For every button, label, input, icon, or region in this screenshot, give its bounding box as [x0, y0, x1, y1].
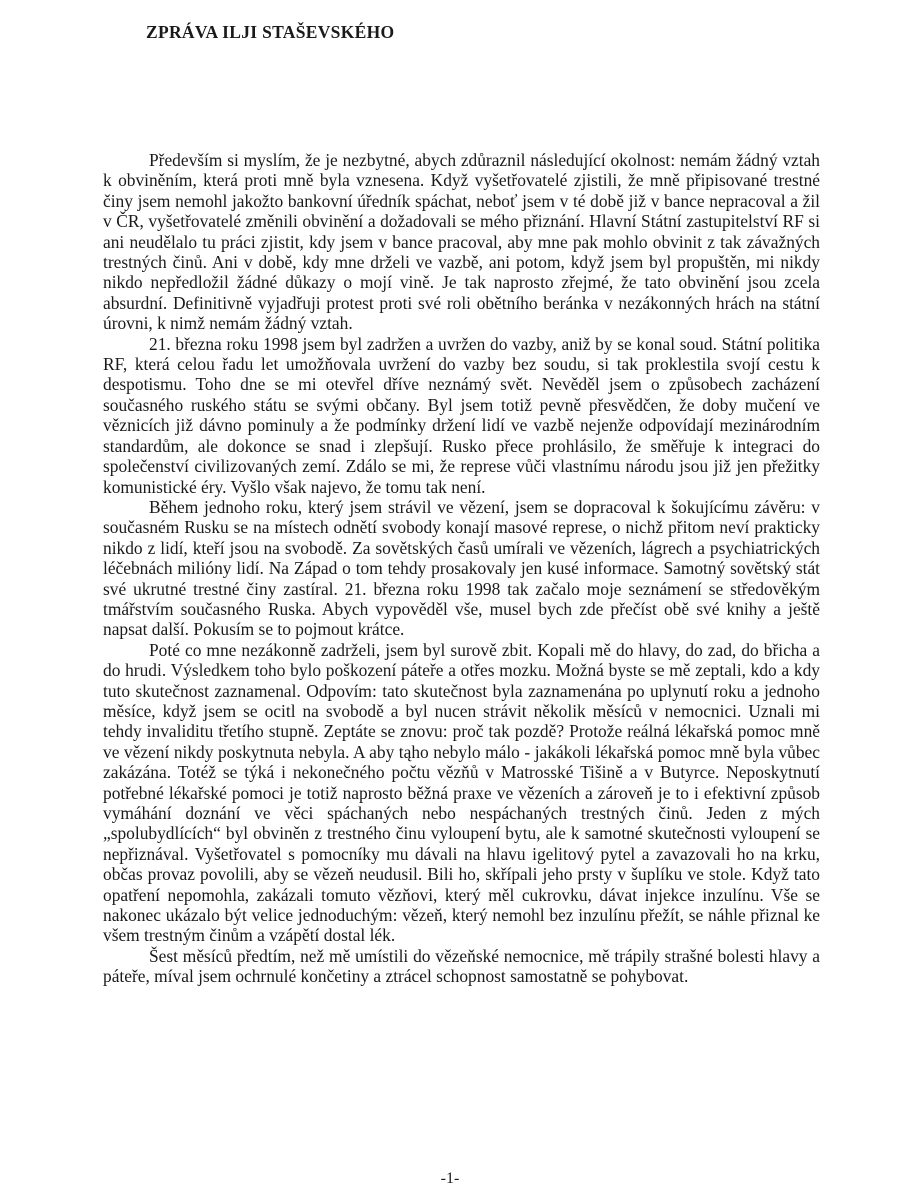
paragraph: Během jednoho roku, který jsem strávil ve vězení, jsem se dopracoval k šokujícímu závěru: v současném Rusku se na místech odnětí svobody konají masové represe, o nichž přitom neví prakticky nikdo z lidí, kteří jsou na svobodě. Za sovětských časů umírali ve vězeních, lágrech a psychiatrických léčebnách milióny lidí. Na Západ o tom tehdy prosakovaly jen kusé informace. Samotný sovětský stát své ukrutné trestné činy zastíral. 21. března roku 1998 tak začalo moje seznámení se středověkým tmářstvím současného Ruska. Abych vypověděl vše, musel bych zde přečíst obě své knihy a ještě napsat další. Pokusím se to pojmout krátce.	[103, 496, 820, 640]
paragraph: Především si myslím, že je nezbytné, abych zdůraznil následující okolnost: nemám žádný vztah k obviněním, která proti mně byla vznesena. Když vyšetřovatelé zjistili, že mně připisované trestné činy jsem nemohl jakožto bankovní úředník spáchat, neboť jsem v té době již v bance nepracoval a žil v ČR, vyšetřovatelé změnili obvinění a dožadovali se mého přiznání. Hlavní Státní zastupitelství RF si ani neudělalo tu práci zjistit, kdy jsem v bance pracoval, aby mne pak mohlo obvinit z tak závažných trestných činů. Ani v době, kdy mne drželi ve vazbě, ani potom, když jsem byl propuštěn, mi nikdy nikdo nepředložil žádné důkazy o mojí vině. Je tak naprosto zřejmé, že tato obvinění jsou zcela absurdní. Definitivně vyjadřuji protest proti své roli obětního beránka v nezákonných hrách na státní úrovni, k nimž nemám žádný vztah.	[103, 150, 820, 334]
paragraph: 21. března roku 1998 jsem byl zadržen a uvržen do vazby, aniž by se konal soud. Státní politika RF, která celou řadu let umožňovala uvržení do vazby bez soudu, si tak proklestila svojí cestu k despotismu. Toho dne se mi otevřel dříve neznámý svět. Nevěděl jsem o způsobech zacházení současného ruského státu se svými občany. Byl jsem totiž pevně přesvědčen, že doby mučení ve věznicích již dávno pominuly a že podmínky držení lidí ve vazbě nejenže odpovídají mezinárodním standardům, ale dokonce se snad i zlepšují. Rusko přece prohlásilo, že směřuje k integraci do společenství civilizovaných zemí. Zdálo se mi, že represe vůči vlastnímu národu jsou již jen přežitky komunistické éry. Vyšlo však najevo, že tomu tak není.	[103, 333, 820, 497]
paragraph: Poté co mne nezákonně zadrželi, jsem byl surově zbit. Kopali mě do hlavy, do zad, do břicha a do hrudi. Výsledkem toho bylo poškození páteře a otřes mozku. Možná byste se mě zeptali, kdo a kdy tuto skutečnost zaznamenal. Odpovím: tato skutečnost byla zaznamenána po uplynutí roku a jednoho měsíce, když jsem se ocitl na svobodě a byl nucen strávit několik měsíců v nemocnici. Uznali mi tehdy invaliditu třetího stupně. Zeptáte se znovu: proč tak pozdě? Protože reálná lékařská pomoc mně ve vězení nikdy poskytnuta nebyla. A aby tąho nebylo málo - jakákoli lékařská pomoc mně byla vůbec zakázána. Totéž se týká i nekonečného počtu vězňů v Matrosské Tišině a v Butyrce. Neposkytnutí potřebné lékařské pomoci je totiž naprosto běžná praxe ve vězeních a zároveň je to i efektivní způsob vymáhání doznání ve věci spáchaných nebo nespáchaných trestných činů. Jeden z mých „spolubydlících“ byl obviněn z trestného činu vyloupení bytu, ale k samotné skutečnosti vyloupení se nepřiznával. Vyšetřovatel s pomocníky mu dávali na hlavu igelitový pytel a zavazovali ho na krku, občas provaz povolili, aby se vězeň neudusil. Bili ho, skřípali jeho prsty v šuplíku ve stole. Když tato opatření nepomohla, zakázali tomuto vězňovi, který měl cukrovku, dávat injekce inzulínu. Vše se nakonec ukázalo být velice jednoduchým: vězeň, který nemohl bez inzulínu přežít, se náhle přiznal ke všem trestným činům a vzápětí dostal lék.	[103, 639, 820, 946]
document-title: ZPRÁVA ILJI STAŠEVSKÉHO	[146, 22, 395, 42]
document-body	[103, 150, 820, 987]
page-number: -1-	[440, 1170, 460, 1187]
paragraph: Šest měsíců předtím, než mě umístili do vězeňské nemocnice, mě trápily strašné bolesti hlavy a páteře, míval jsem ochrnulé končetiny a ztrácel schopnost samostatně se pohybovat.	[103, 945, 820, 987]
